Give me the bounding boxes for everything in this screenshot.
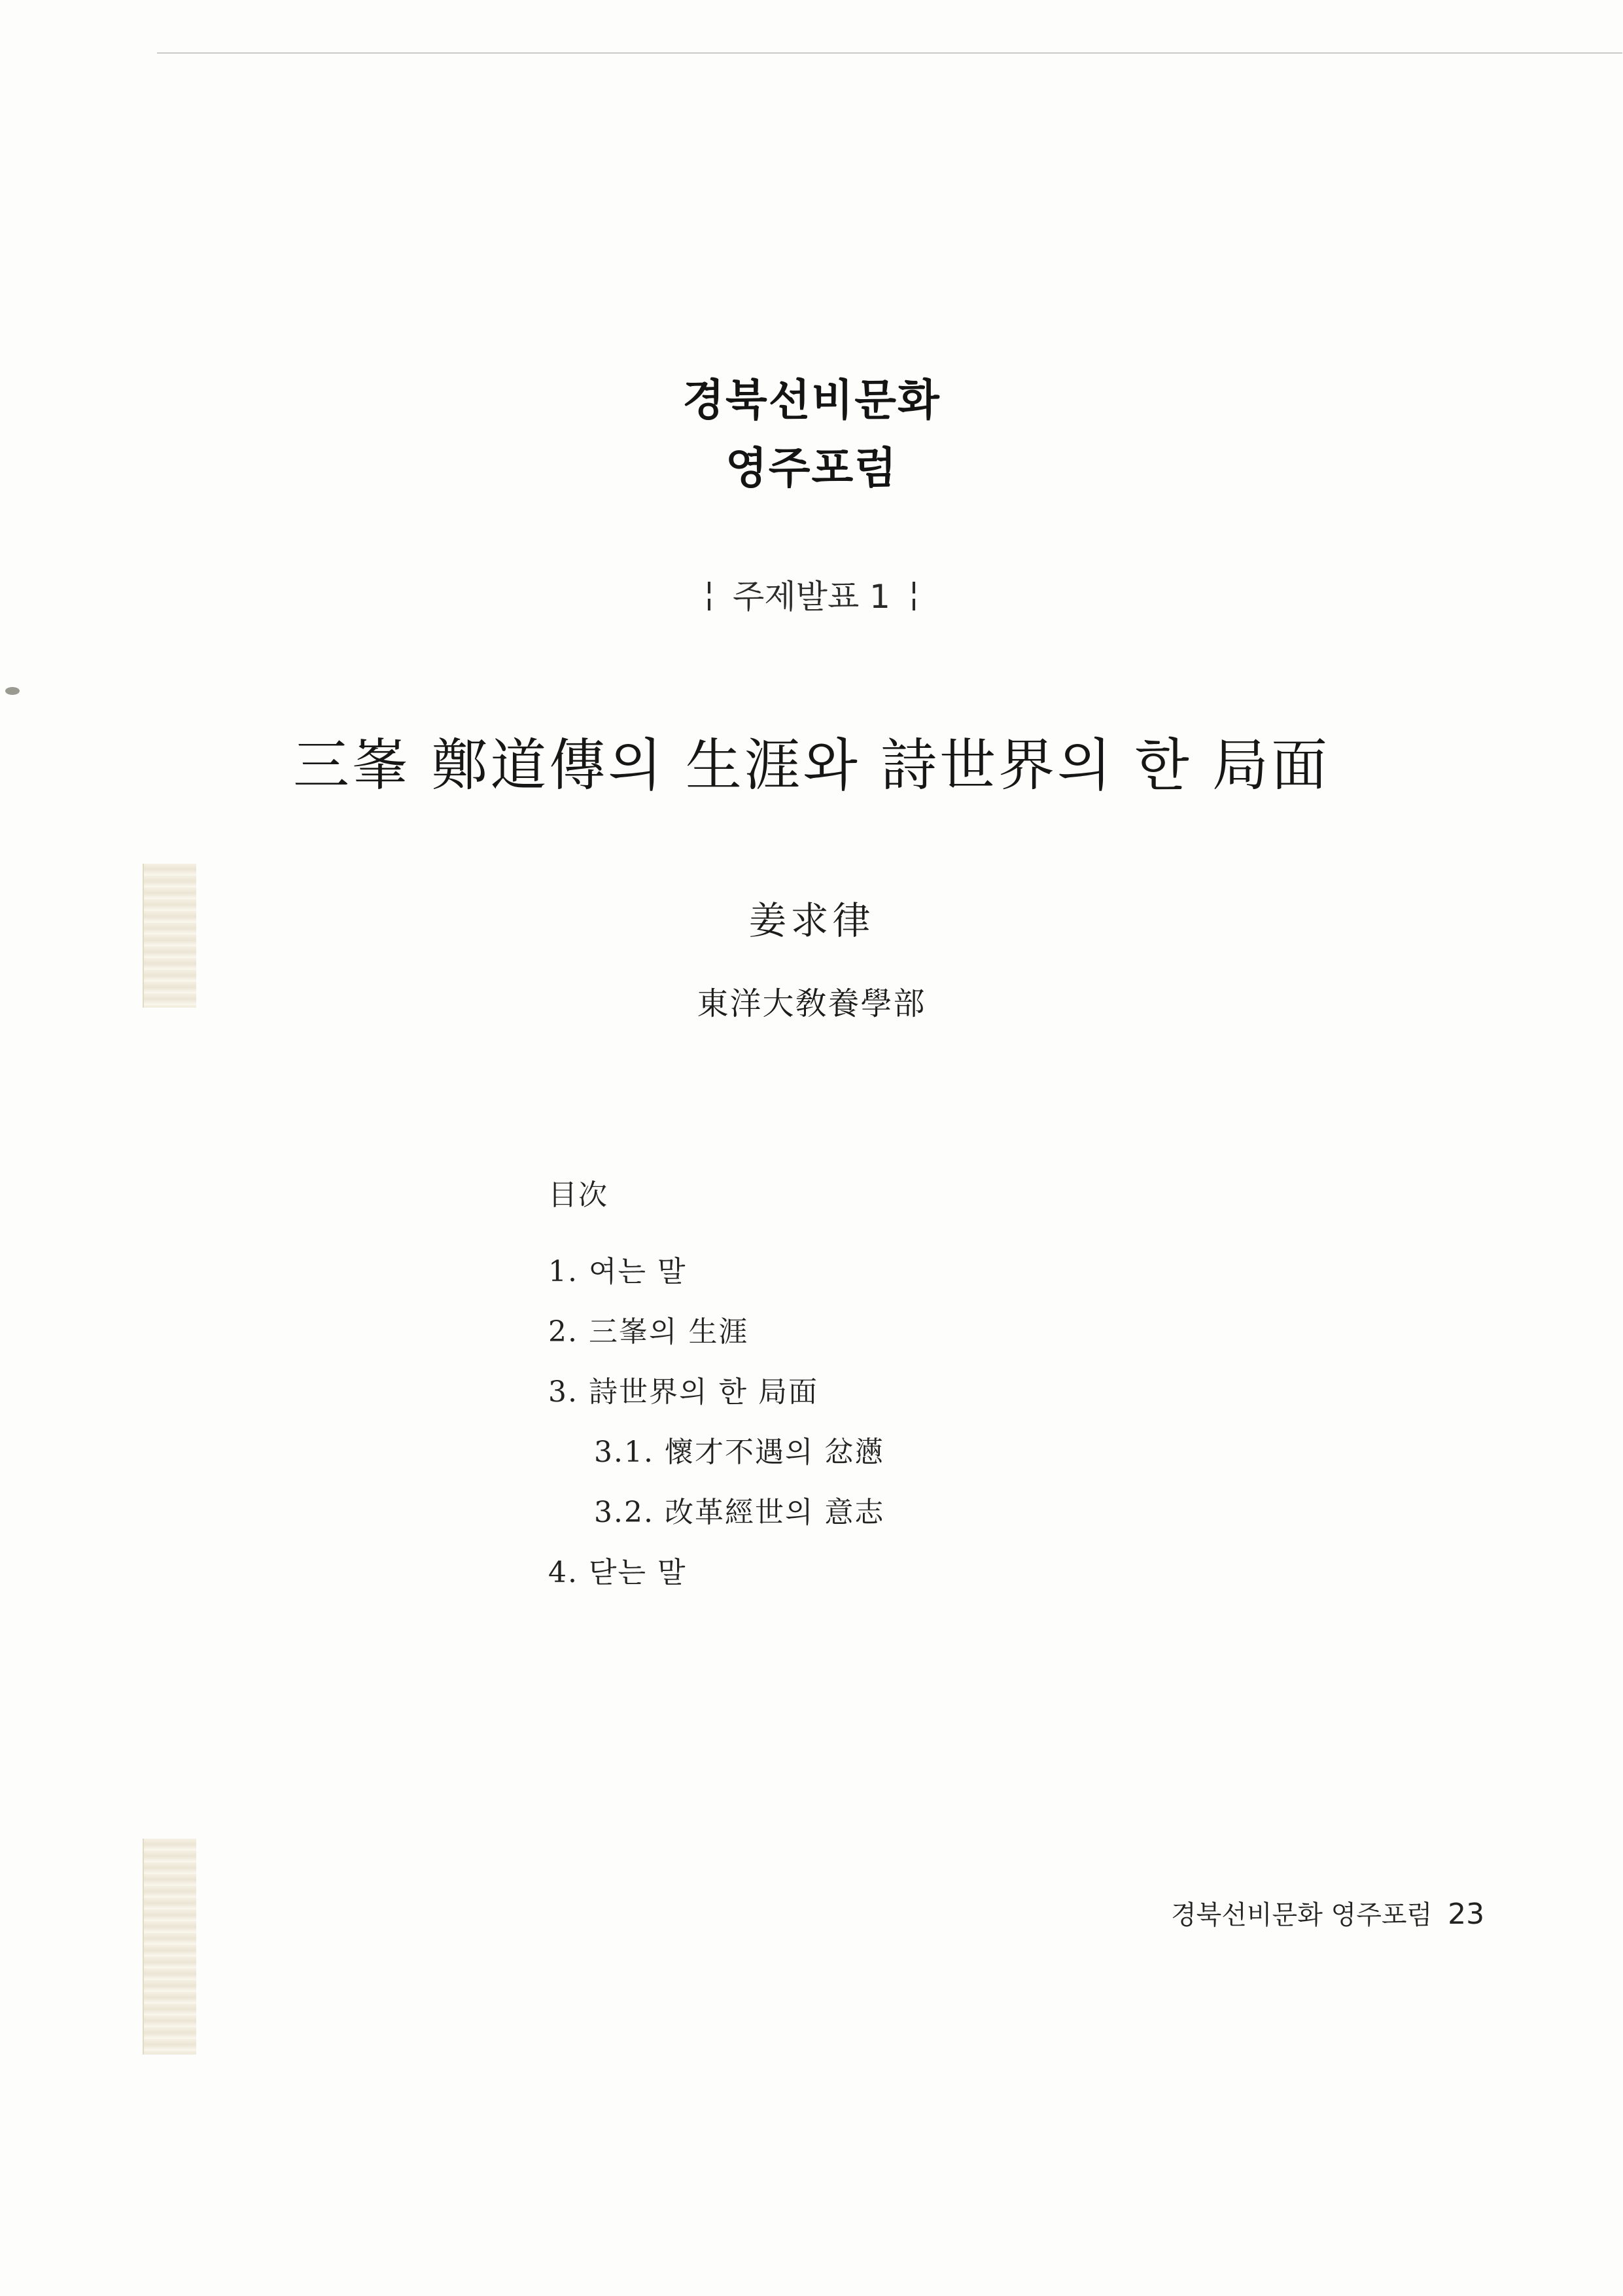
toc-item: 1. 여는 말 — [548, 1255, 687, 1288]
toc-item: 4. 닫는 말 — [548, 1556, 687, 1589]
dashed-bar-right — [913, 582, 915, 610]
paper-title: 三峯 鄭道傳의 生涯와 詩世界의 한 局面 — [293, 733, 1330, 798]
journal-title-line2: 영주포럼 — [725, 443, 898, 493]
dashed-bar-left — [708, 582, 710, 610]
page-footer — [1171, 1894, 1484, 1932]
journal-title — [0, 366, 1623, 503]
toc-item: 2. 三峯의 生涯 — [548, 1315, 749, 1349]
journal-title-line1: 경북선비문화 — [682, 375, 941, 425]
scan-speck — [5, 687, 20, 695]
section-label-text: 주제발표 1 — [733, 578, 890, 616]
toc-heading: 目次 — [548, 1178, 608, 1212]
table-of-contents — [548, 1171, 884, 1603]
author-affiliation: 東洋大敎養學部 — [697, 985, 926, 1022]
toc-subitem: 3.2. 改革經世의 意志 — [594, 1496, 885, 1529]
toc-item: 3. 詩世界의 한 局面 — [548, 1375, 818, 1409]
author-name: 姜求律 — [748, 898, 875, 943]
running-title: 경북선비문화 영주포럼 — [1171, 1900, 1433, 1930]
top-rule — [157, 52, 1622, 54]
torn-paper-edge-lower — [143, 1839, 196, 2055]
section-label — [0, 571, 1623, 618]
page-number: 23 — [1448, 1898, 1485, 1931]
toc-subitem: 3.1. 懷才不遇의 忿懣 — [594, 1436, 885, 1469]
